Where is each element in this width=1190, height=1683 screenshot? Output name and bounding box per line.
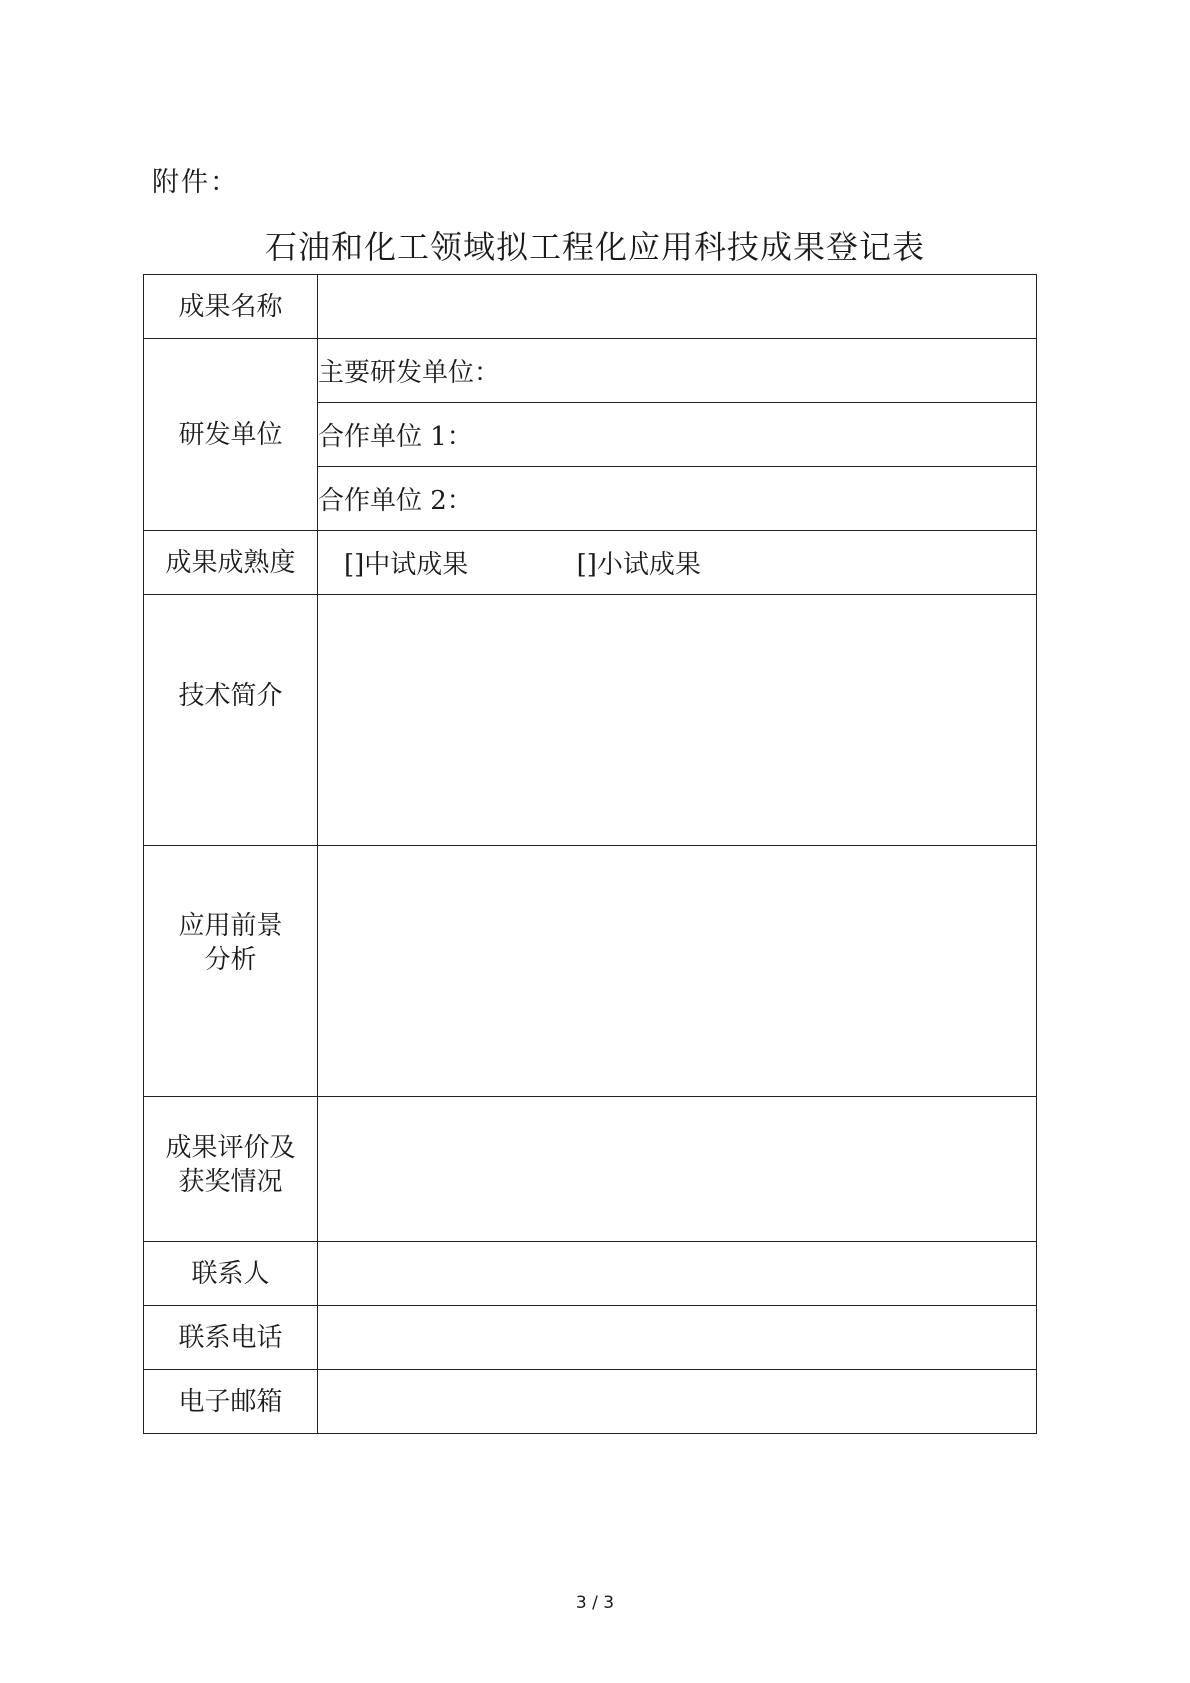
achievement-name-field[interactable] xyxy=(318,275,1037,339)
attachment-label: 附件： xyxy=(152,167,239,198)
application-prospect-label xyxy=(144,846,318,1097)
row-evaluation xyxy=(144,1097,1037,1242)
application-prospect-label-line2: 分析 xyxy=(204,945,257,975)
row-contact-phone xyxy=(144,1306,1037,1370)
contact-person-label: 联系人 xyxy=(144,1242,318,1306)
row-application-prospect xyxy=(144,846,1037,1097)
tech-intro-label xyxy=(144,595,318,846)
maturity-options xyxy=(318,531,1037,595)
evaluation-label-line1: 成果评价及 xyxy=(165,1133,296,1163)
registration-form-table xyxy=(143,274,1037,1434)
main-rd-unit-field[interactable]: 主要研发单位： xyxy=(318,339,1037,403)
row-email xyxy=(144,1370,1037,1434)
row-main-rd-unit xyxy=(144,339,1037,403)
email-label: 电子邮箱 xyxy=(144,1370,318,1434)
row-achievement-name xyxy=(144,275,1037,339)
page-number: 3 / 3 xyxy=(575,1593,615,1613)
contact-phone-field[interactable] xyxy=(318,1306,1037,1370)
application-prospect-field[interactable] xyxy=(318,846,1037,1097)
partner-unit-1-field[interactable]: 合作单位 1： xyxy=(318,403,1037,467)
tech-intro-label-text: 技术简介 xyxy=(178,681,283,711)
pilot-test-checkbox[interactable]: []中试成果 xyxy=(344,550,469,580)
row-contact-person xyxy=(144,1242,1037,1306)
contact-phone-label: 联系电话 xyxy=(144,1306,318,1370)
application-prospect-label-line1: 应用前景 xyxy=(178,911,283,941)
evaluation-field[interactable] xyxy=(318,1097,1037,1242)
evaluation-label xyxy=(144,1097,318,1242)
rd-unit-label: 研发单位 xyxy=(144,339,318,531)
email-field[interactable] xyxy=(318,1370,1037,1434)
evaluation-label-line2: 获奖情况 xyxy=(178,1167,283,1197)
partner-unit-2-field[interactable]: 合作单位 2： xyxy=(318,467,1037,531)
tech-intro-field[interactable] xyxy=(318,595,1037,846)
contact-person-field[interactable] xyxy=(318,1242,1037,1306)
row-maturity xyxy=(144,531,1037,595)
maturity-label: 成果成熟度 xyxy=(144,531,318,595)
achievement-name-label: 成果名称 xyxy=(144,275,318,339)
row-tech-intro xyxy=(144,595,1037,846)
small-test-checkbox[interactable]: []小试成果 xyxy=(576,550,701,580)
form-title: 石油和化工领域拟工程化应用科技成果登记表 xyxy=(264,228,925,266)
